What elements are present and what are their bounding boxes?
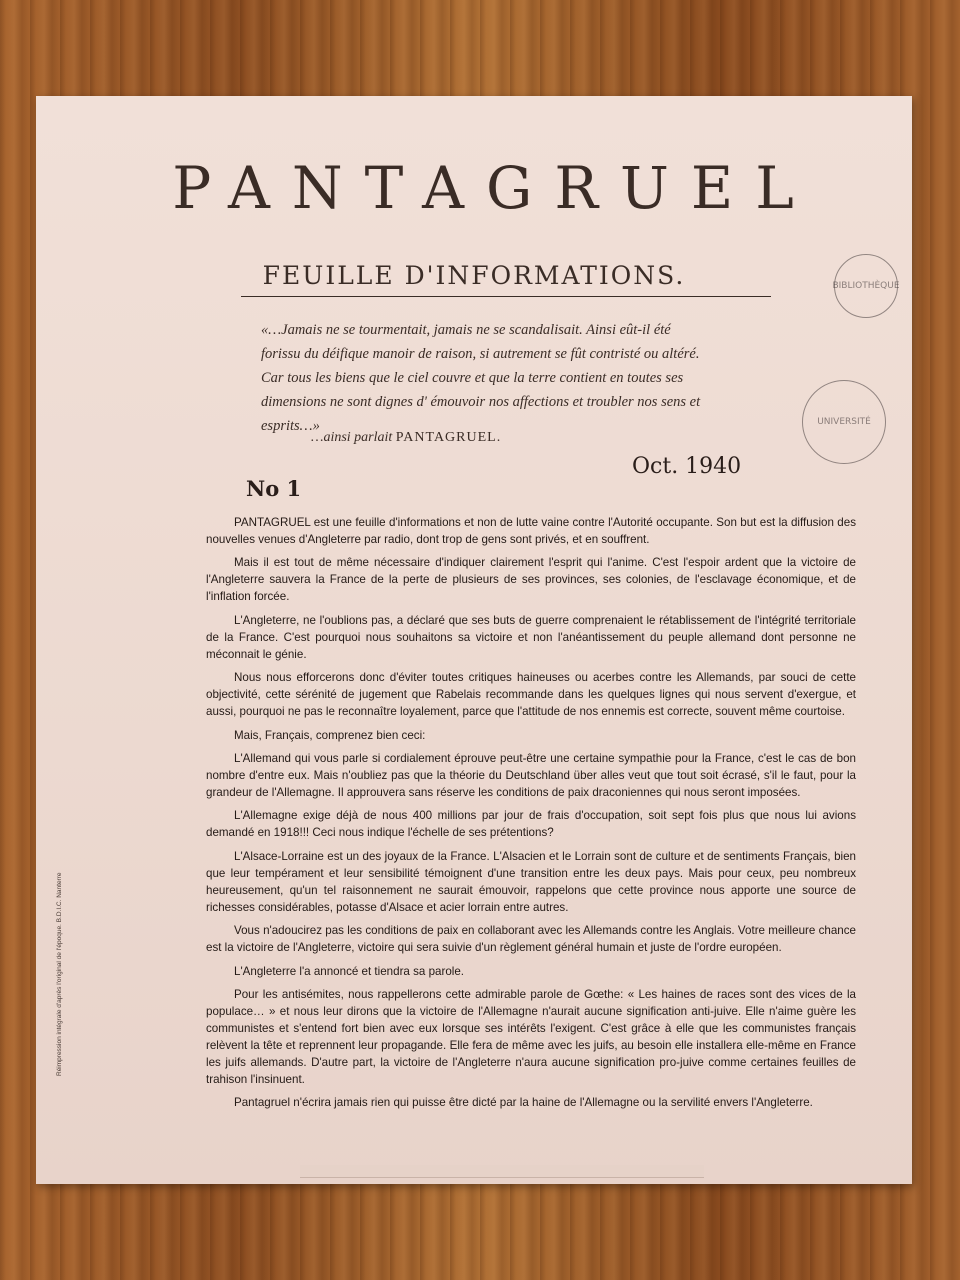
paragraph: Pantagruel n'écrira jamais rien qui puisse être dicté par la haine de l'Allemagne ou la servilité envers l'Angleterre.: [234, 1096, 813, 1110]
stamp-text: UNIVERSITÉ: [817, 417, 871, 427]
attribution-prefix: …ainsi parlait: [311, 430, 393, 445]
library-stamp: [834, 254, 898, 318]
epigraph-attribution: [311, 430, 501, 446]
title-rule: [241, 296, 771, 297]
issue-date: Oct. 1940: [632, 454, 742, 479]
paragraph: Nous nous efforcerons donc d'éviter toutes critiques haineuses ou acerbes contre les Allemands, par souci de cette objectivité, cette sérénité de jugement que Rabelais recommande dans les quelques lignes qui nous servent d'exergue, et aussi, pourquoi ne pas le reconnaître loyalement, parce que l'attitude de nos ennemis est correcte, souvent même courtoise.: [206, 671, 856, 719]
epigraph-line: esprits…»: [261, 418, 320, 434]
paragraph: L'Allemand qui vous parle si cordialement éprouve peut-être une certaine sympathie pour la France, c'est le cas de bon nombre d'entre eux. Mais n'oubliez pas que la théorie du Deutschland über alles veut que tout soit écrasé, s'il le faut, pour la grandeur de l'Allemagne. Il approuvera sans réserve les conditions de paix draconiennes qui nous seront imposées.: [206, 751, 856, 799]
epigraph-line: «…Jamais ne se tourmentait, jamais ne se scandalisait. Ainsi eût-il été: [261, 322, 671, 338]
reprint-note: Réimpression intégrale d'après l'original de l'époque. B.D.I.C. Nanterre: [56, 872, 63, 1076]
paragraph: L'Allemagne exige déjà de nous 400 millions par jour de frais d'occupation, soit sept fois plus que nous lui avions demandé en 1918!!! Ceci nous indique l'échelle de ses prétentions?: [206, 809, 856, 840]
university-stamp: [802, 380, 886, 464]
paragraph: L'Alsace-Lorraine est un des joyaux de la France. L'Alsacien et le Lorrain sont de culture et de sentiments Français, bien que leur tempérament et leur sensibilité témoignent d'une transition entre les deux pays. Mais pour ceux, peu nombreux heureusement, qu'un tel raisonnement ne saurait émouvoir, rappelons que cette province nous apporte une source de richesses considérables, potasse d'Alsace et acier lorrain entre autres.: [206, 849, 856, 914]
paper-fold: [300, 1165, 704, 1178]
masthead-title: PANTAGRUEL: [172, 154, 816, 222]
paragraph: Mais il est tout de même nécessaire d'indiquer clairement l'esprit qui l'anime. C'est l'espoir ardent que la victoire de l'Angleterre sauvera la France de la perte de plusieurs de ses provinces, ses colonies, de l'esclavage économique, et de l'inflation forcée.: [206, 556, 856, 604]
paragraph: PANTAGRUEL est une feuille d'informations et non de lutte vaine contre l'Autorité occupante. Son but est la diffusion des nouvelles venues d'Angleterre par radio, dont trop de gens sont privés, et en souffrent.: [206, 516, 856, 546]
paragraph: Vous n'adoucirez pas les conditions de paix en collaborant avec les Allemands contre les Anglais. Votre meilleure chance est la victoire de l'Angleterre, victoire qui sera suivie d'un règlement général humain et juste de l'ordre européen.: [206, 924, 856, 955]
stamp-text: BIBLIOTHÈQUE: [832, 281, 900, 291]
epigraph-line: dimensions ne sont dignes d' émouvoir nos affections et troubler nos sens et: [261, 394, 701, 410]
article-body: [206, 514, 856, 1118]
issue-number: No 1: [246, 476, 302, 501]
paragraph: Mais, Français, comprenez bien ceci:: [234, 728, 426, 742]
attribution-name: PANTAGRUEL.: [395, 430, 502, 445]
paragraph: L'Angleterre, ne l'oublions pas, a déclaré que ses buts de guerre comprenaient le rétablissement de l'intégrité territoriale de la France. C'est pourquoi nous souhaitons sa victoire et non l'anéantissement du peuple allemand dont personne ne méconnait le génie.: [206, 613, 856, 661]
epigraph: [261, 318, 791, 438]
paragraph: Pour les antisémites, nous rappellerons cette admirable parole de Gœthe: « Les haines de races sont des vices de la populace… » et nous leur dirons que la victoire de l'Allemagne n'aurait aucune signification anti-juive. Elle n'aime guère les communistes et s'entend fort bien avec eux lorsque ses intérêts l'exigent. C'est grâce à elle que les communistes français relèvent la tête et reprennent leur propagande. Elle fera de même avec les juifs, au besoin elle installera elle-même en France les juifs allemands. D'autre part, la victoire de l'Angleterre n'aura aucune signification pro-juive comme certaines feuilles de trahison l'insinuent.: [206, 987, 856, 1086]
newspaper-sheet: [36, 96, 912, 1184]
paragraph: L'Angleterre l'a annoncé et tiendra sa parole.: [234, 964, 465, 978]
epigraph-line: Car tous les biens que le ciel couvre et que la terre contient en toutes ses: [261, 370, 684, 386]
epigraph-line: forissu du déifique manoir de raison, si autrement se fût contristé ou altéré.: [261, 346, 700, 362]
subtitle: FEUILLE D'INFORMATIONS.: [262, 261, 686, 290]
